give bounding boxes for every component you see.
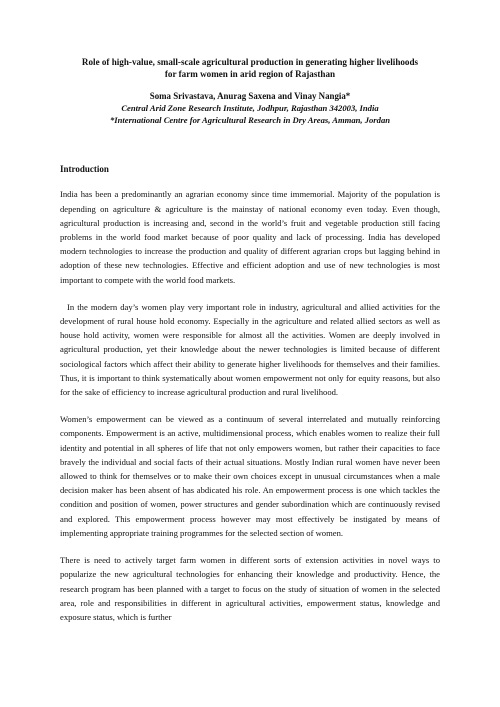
affiliation-primary: Central Arid Zone Research Institute, Jodhpur, Rajasthan 342003, India xyxy=(121,103,379,114)
section-heading: Introduction xyxy=(60,164,109,175)
paragraph-1: India has been a predominantly an agrarian economy since time immemorial. Majority of the population is depending on agriculture & agriculture is the mainstay of national economy even today. Even though, agricultural production is increasing and, second in the world’s fruit and vegetable production still facing problems in the world food market because of poor quality and lack of processing. India has developed modern technologies to increase the production and quality of different agrarian crops but lagging behind in adoption of these new technologies. Effective and efficient adoption and use of new technologies is most important to compete with the world food markets. xyxy=(60,189,440,285)
affiliation-secondary: *International Centre for Agricultural Research in Dry Areas, Amman, Jordan xyxy=(109,115,391,126)
paragraph-3: Women’s empowerment can be viewed as a continuum of several interrelated and mutually reinforcing components. Empowerment is an active, multidimensional process, which enables women to realize their full identity and potential in all spheres of life that not only empowers women, but rather their capacities to face bravely the individual and social facts of their actual situations. Mostly Indian rural women have never been allowed to think for themselves or to make their own choices except in unusual circumstances when a male decision maker has been absent of has abdicated his role. An empowerment process is one which tackles the condition and position of women, power structures and gender subordination which are continuously revised and explored. This empowerment process however may most effectively be instigated by means of implementing appropriate training programmes for the selected section of women. xyxy=(60,414,440,538)
paper-title-line1: Role of high-value, small-scale agricultural production in generating higher livelihoods xyxy=(81,57,419,67)
author-list: Soma Srivastava, Anurag Saxena and Vinay Nangia* xyxy=(149,90,351,101)
paragraph-4: There is need to actively target farm women in different sorts of extension activities in novel ways to popularize the new agricultural technologies for enhancing their knowledge and productivity. Hence, the research program has been planned with a target to focus on the study of situation of women in the selected area, role and responsibilities in different in agricultural activities, empowerment status, knowledge and exposure status, which is further xyxy=(60,555,440,622)
paper-page xyxy=(60,56,440,624)
paper-title xyxy=(60,56,440,81)
paragraph-2: In the modern day’s women play very important role in industry, agricultural and allied activities for the development of rural house hold economy. Especially in the agriculture and related allied sectors as well as house hold activity, women were responsible for almost all the activities. Women are deeply involved in agricultural production, yet their knowledge about the newer technologies is limited because of different sociological factors which affect their ability to generate higher livelihoods for themselves and their families. Thus, it is important to think systematically about women empowerment not only for equity reasons, but also for the sake of efficiency to increase agricultural production and rural livelihood. xyxy=(60,301,440,398)
paper-title-line2: for farm women in arid region of Rajasthan xyxy=(164,69,336,80)
